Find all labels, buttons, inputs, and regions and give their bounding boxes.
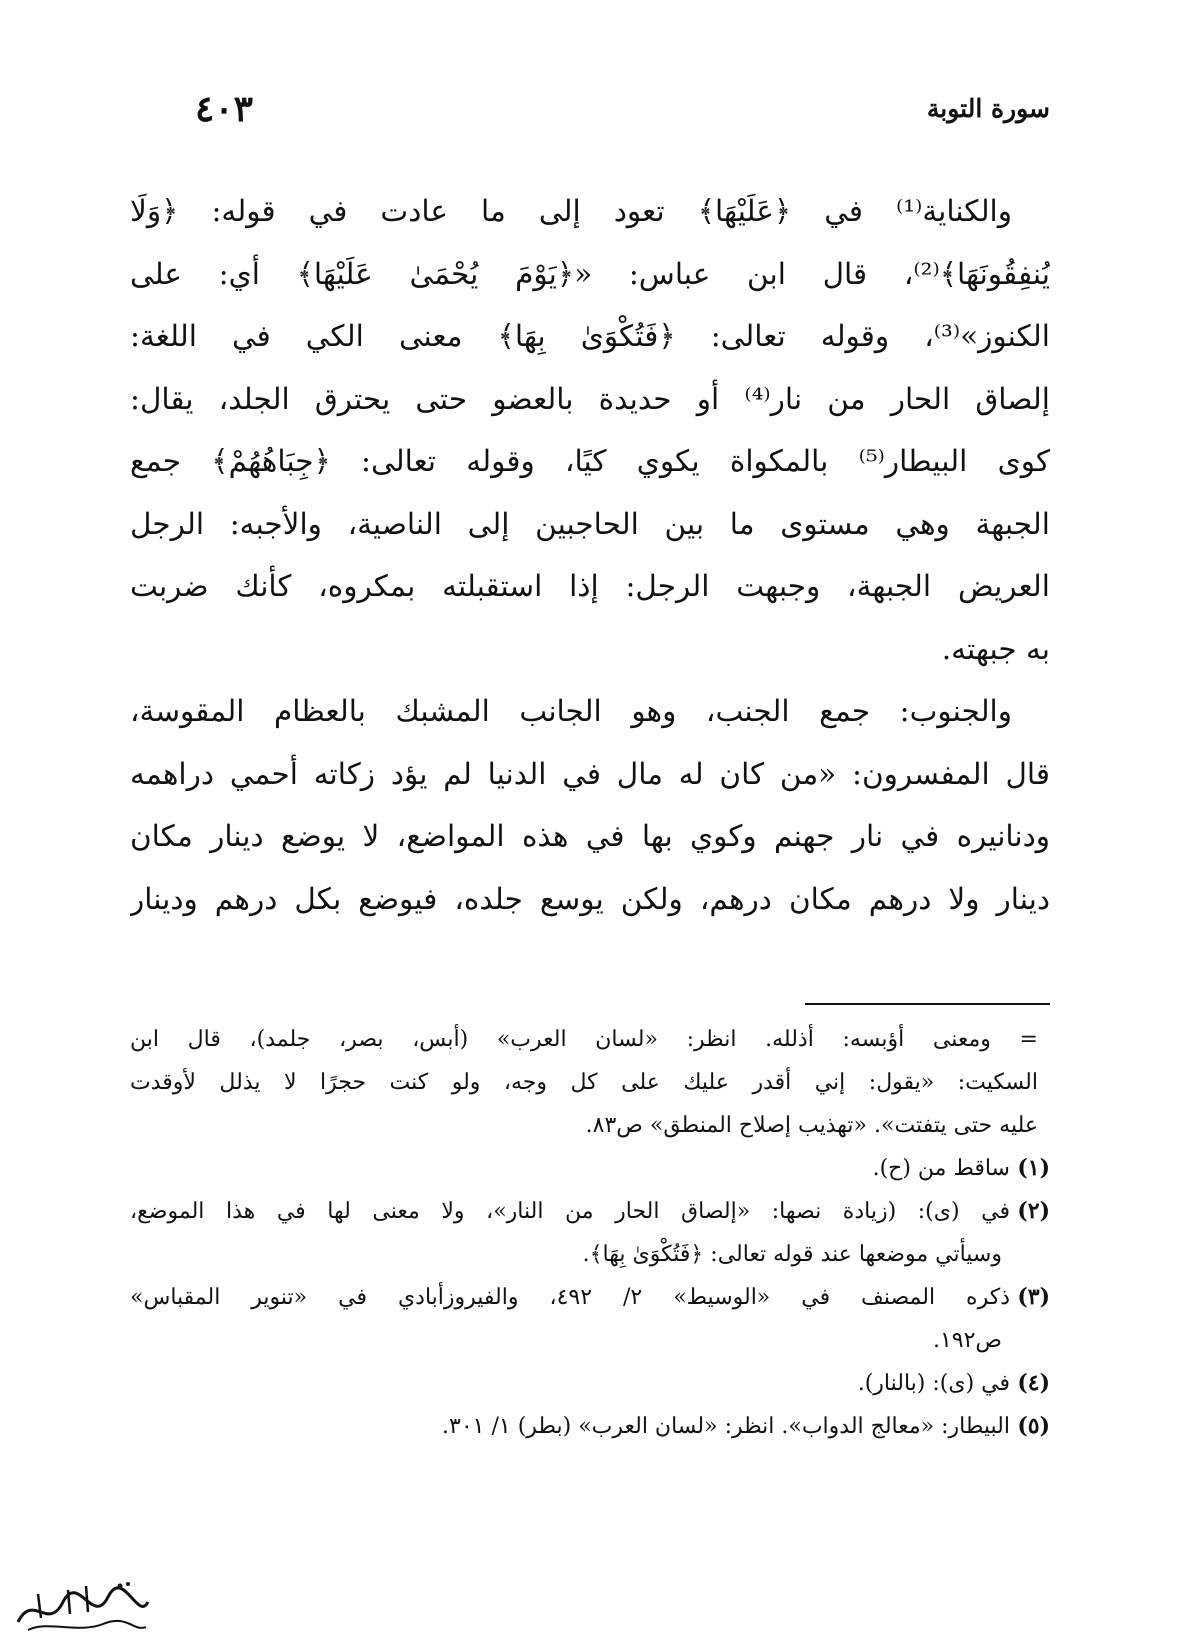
text-line: كوى البيطار⁽⁵⁾ بالمكواة يكوي كيًا، وقوله تعالى: ﴿جِبَاهُهُمْ﴾ جمع bbox=[130, 444, 1050, 478]
footnote-3 bbox=[130, 1276, 1050, 1319]
text-line: والجنوب: جمع الجنب، وهو الجانب المشبك بالعظام المقوسة، bbox=[130, 694, 1012, 728]
text-line: العريض الجبهة، وجبهت الرجل: إذا استقبلته بمكروه، كأنك ضربت bbox=[130, 569, 1050, 603]
text-line: والكناية⁽¹⁾ في ﴿عَلَيْهَا﴾ تعود إلى ما عادت في قوله: ﴿وَلَا bbox=[130, 194, 1012, 228]
footnote-5 bbox=[130, 1405, 1050, 1448]
text-line: دينار ولا درهم مكان درهم، ولكن يوسع جلده، فيوضع بكل درهم ودينار bbox=[130, 881, 1050, 916]
footnote-text: ص١٩٢. bbox=[932, 1328, 1002, 1353]
footnote-continuation-line: عليه حتى يتفتت». «تهذيب إصلاح المنطق» ص٨٣. bbox=[585, 1113, 1038, 1138]
footnote-text: البيطار: «معالج الدواب». انظر: «لسان العرب» (بطر) ١/ ٣٠١. bbox=[442, 1414, 1010, 1439]
footnotes bbox=[130, 1018, 1050, 1448]
running-title: سورة التوبة bbox=[926, 94, 1050, 123]
text-line: إلصاق الحار من نار⁽⁴⁾ أو حديدة بالعضو حتى يحترق الجلد، يقال: bbox=[130, 381, 1050, 416]
text-line: الجبهة وهي مستوى ما بين الحاجبين إلى الناصية، والأجبه: الرجل bbox=[130, 506, 1050, 541]
page-header bbox=[195, 88, 1050, 138]
text-line: ودنانيره في نار جهنم وكوي بها في هذه المواضع، لا يوضع دينار مكان bbox=[130, 819, 1050, 853]
footnote-number: (٥) bbox=[1017, 1413, 1050, 1439]
footnote-number: (٢) bbox=[1017, 1198, 1050, 1224]
text-line: قال المفسرون: «من كان له مال في الدنيا لم يؤد زكاته أحمي دراهمه bbox=[130, 756, 1050, 791]
page-number: ٤٠٣ bbox=[195, 88, 254, 130]
main-text bbox=[130, 180, 1050, 930]
text-line: به جبهته. bbox=[941, 631, 1050, 666]
footnote-text: ساقط من (ح). bbox=[872, 1156, 1010, 1181]
footnote-continuation-line: السكيت: «يقول: إني أقدر عليك على كل وجه، ولو كنت حجرًا لا يذلل لأوقدت bbox=[130, 1070, 1038, 1095]
footnote-continuation-line: = ومعنى أؤبسه: أذلله. انظر: «لسان العرب» (أبس، بصر، جلمد)، قال ابن bbox=[130, 1027, 1038, 1052]
footnote-text: في (ى): (زيادة نصها: «إلصاق الحار من النار»، ولا معنى لها في هذا الموضع، bbox=[130, 1199, 1010, 1224]
calligraphy-seal-logo bbox=[8, 1572, 158, 1642]
footnote-separator bbox=[805, 1003, 1050, 1005]
footnote-number: (٤) bbox=[1017, 1370, 1050, 1396]
footnote-text: ذكره المصنف في «الوسيط» ٢/ ٤٩٢، والفيروزأبادي في «تنوير المقباس» bbox=[130, 1285, 1010, 1310]
footnote-number: (٣) bbox=[1017, 1284, 1050, 1310]
footnote-2 bbox=[130, 1190, 1050, 1233]
footnote-text: في (ى): (بالنار). bbox=[857, 1371, 1010, 1396]
footnote-4 bbox=[130, 1362, 1050, 1405]
text-line: الكنوز»⁽³⁾، وقوله تعالى: ﴿فَتُكْوَىٰ بِهَا﴾ معنى الكي في اللغة: bbox=[130, 319, 1050, 353]
footnote-text: وسيأتي موضعها عند قوله تعالى: ﴿فَتُكْوَىٰ بِهَا﴾. bbox=[582, 1242, 1002, 1267]
text-line: يُنفِقُونَهَا﴾⁽²⁾، قال ابن عباس: «﴿يَوْمَ يُحْمَىٰ عَلَيْهَا﴾ أي: على bbox=[130, 256, 1050, 291]
footnote-1 bbox=[130, 1147, 1050, 1190]
footnote-number: (١) bbox=[1017, 1155, 1050, 1181]
